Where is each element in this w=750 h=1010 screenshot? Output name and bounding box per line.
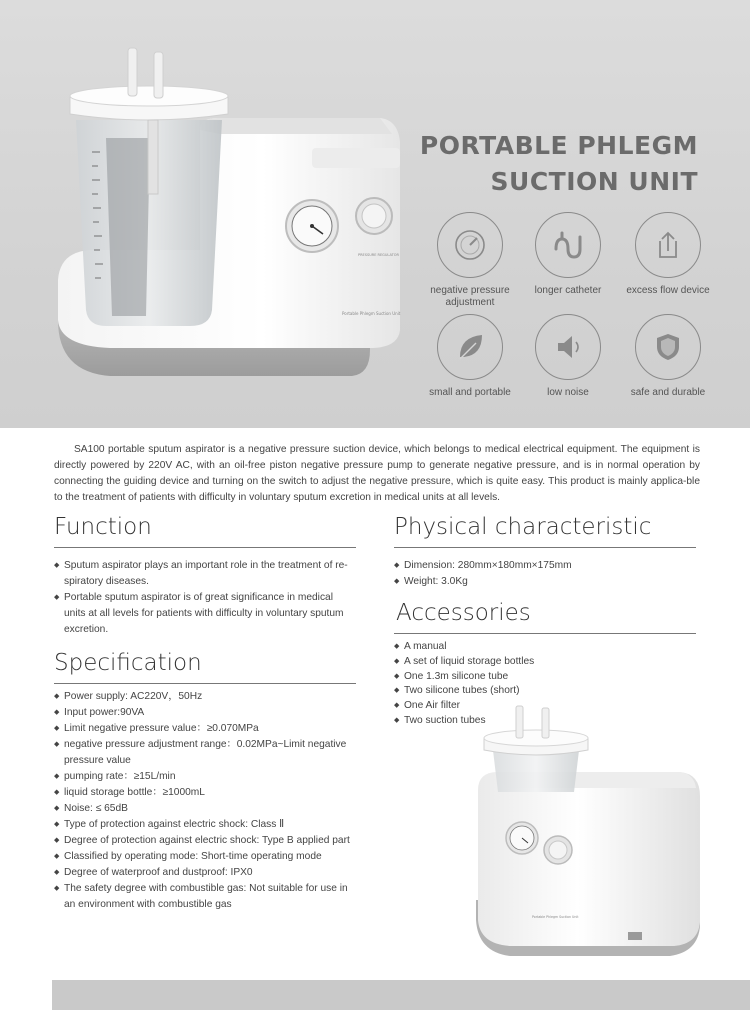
svg-text:PRESSURE REGULATOR: PRESSURE REGULATOR <box>358 253 399 257</box>
feature-label: negative pressure adjustment <box>430 285 510 308</box>
product-title <box>420 128 698 200</box>
accessories-heading: Accessories <box>396 600 531 626</box>
physical-list <box>394 558 696 590</box>
feature-label: excess flow device <box>626 285 710 296</box>
list-item: ◆ Portable sputum aspirator is of great significance in medical units at all levels for patients with difficulty in voluntary sputum excretion. <box>54 590 356 638</box>
suction-unit-photo <box>470 700 720 970</box>
feature-label: small and portable <box>429 387 511 398</box>
function-divider <box>54 547 356 548</box>
function-heading: Function <box>54 514 152 540</box>
list-item: ◆ Input power:90VA <box>54 705 356 721</box>
list-item: ◆ Degree of protection against electric shock: Type B applied part <box>54 833 356 849</box>
overflow-icon <box>635 212 701 278</box>
feature-small-portable <box>420 314 520 399</box>
list-item: ◆ Classified by operating mode: Short-time operating mode <box>54 849 356 865</box>
list-item: ◆ Sputum aspirator plays an important role in the treatment of re-spiratory diseases. <box>54 558 356 590</box>
footer-bar <box>52 980 750 1010</box>
list-item: ◆ Limit negative pressure value：≥0.070MPa <box>54 721 356 737</box>
list-item: ◆ Weight: 3.0Kg <box>394 574 696 590</box>
list-item: ◆ liquid storage bottle：≥1000mL <box>54 785 356 801</box>
feature-longer-catheter <box>518 212 618 297</box>
specification-divider <box>54 683 356 684</box>
feature-label: safe and durable <box>630 387 706 398</box>
specification-heading: Specification <box>54 650 202 676</box>
list-item: ◆ Two suction tubes <box>394 714 696 729</box>
catheter-icon <box>535 212 601 278</box>
list-item: ◆ The safety degree with combustible gas: Not suitable for use in an environment with combustible gas <box>54 881 356 913</box>
list-item: ◆ Type of protection against electric shock: Class Ⅱ <box>54 817 356 833</box>
accessories-divider <box>394 633 696 634</box>
list-item: ◆ One 1.3m silicone tube <box>394 670 696 685</box>
function-list <box>54 558 356 638</box>
list-item: ◆ A set of liquid storage bottles <box>394 655 696 670</box>
svg-text:Portable Phlegm Suction Unit: Portable Phlegm Suction Unit <box>342 311 401 316</box>
feature-excess-flow <box>618 212 718 297</box>
feature-label: low noise <box>547 387 589 398</box>
list-item: ◆ One Air filter <box>394 699 696 714</box>
list-item: ◆ pumping rate：≥15L/min <box>54 769 356 785</box>
specification-list <box>54 689 356 913</box>
feature-label: longer catheter <box>534 285 602 296</box>
suction-unit-image <box>40 30 460 450</box>
list-item: ◆ Noise: ≤ 65dB <box>54 801 356 817</box>
speaker-icon <box>535 314 601 380</box>
list-item: ◆ Degree of waterproof and dustproof: IPX0 <box>54 865 356 881</box>
list-item: ◆ Power supply: AC220V，50Hz <box>54 689 356 705</box>
hero-banner <box>0 0 750 428</box>
feature-low-noise <box>518 314 618 399</box>
physical-heading: Physical characteristic <box>394 514 652 540</box>
list-item: ◆ Dimension: 280mm×180mm×175mm <box>394 558 696 574</box>
feature-safe-durable <box>618 314 718 399</box>
leaf-icon <box>437 314 503 380</box>
intro-paragraph: SA100 portable sputum aspirator is a negative pressure suction device, which belongs to medical electrical equipment. The equipment is directly powered by 220V AC, with an oil-free piston negative pressure pump to generate negative pressure, and is in normal operation by connecting the guiding device and turning on the switch to adjust the negative pressure, which is quite easy. This product is mainly applica-ble to the treatment of patients with difficulty in voluntary sputum excretion in medical units at all levels. <box>54 444 700 503</box>
svg-text:Portable Phlegm Suction Unit: Portable Phlegm Suction Unit <box>532 915 579 919</box>
shield-icon <box>635 314 701 380</box>
feature-negative-pressure <box>420 212 520 309</box>
physical-divider <box>394 547 696 548</box>
list-item: ◆ A manual <box>394 640 696 655</box>
list-item: ◆ Two silicone tubes (short) <box>394 684 696 699</box>
product-title-line2: SUCTION UNIT <box>490 167 698 196</box>
list-item: ◆ negative pressure adjustment range：0.02MPa~Limit negative pressure value <box>54 737 356 769</box>
gauge-icon <box>437 212 503 278</box>
product-title-line1: PORTABLE PHLEGM <box>419 131 698 160</box>
